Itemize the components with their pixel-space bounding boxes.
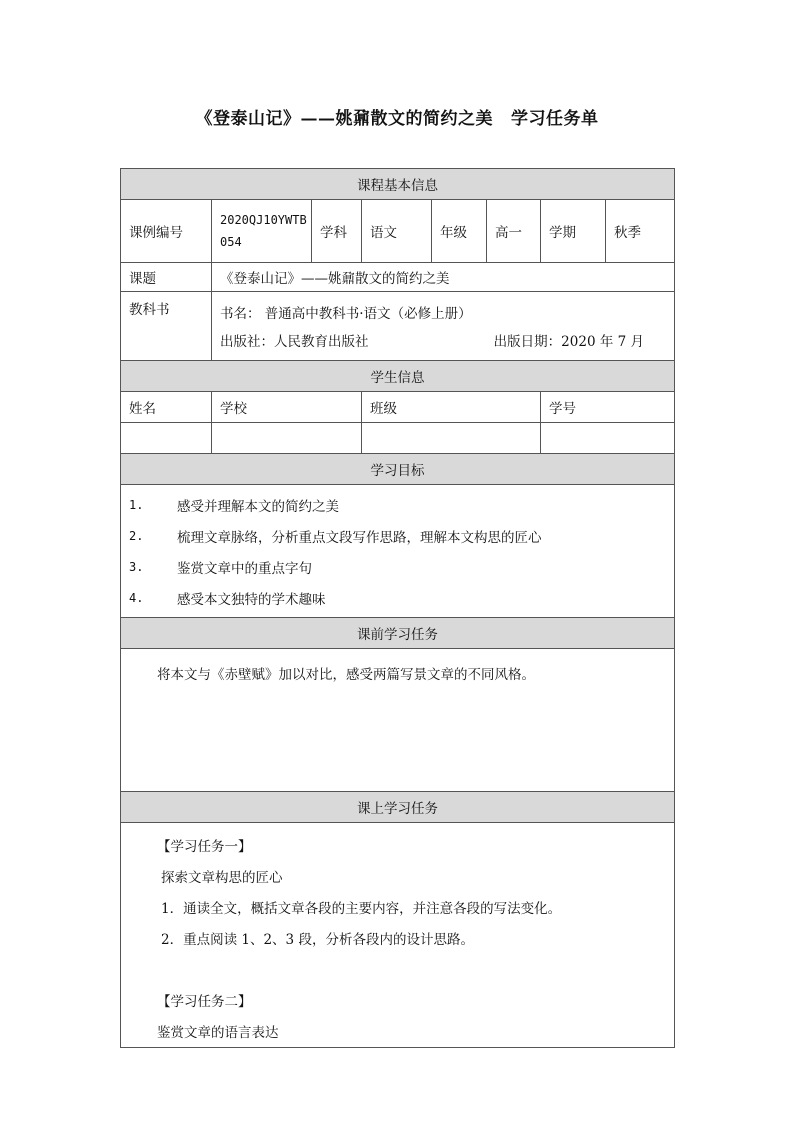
course-id-line2: 054: [220, 235, 242, 249]
goal-number: 1.: [129, 497, 144, 512]
task1-title: 【学习任务一】: [157, 838, 252, 855]
student-class-label: 班级: [362, 392, 541, 423]
topic-value: 《登泰山记》——姚鼐散文的简约之美: [212, 263, 675, 292]
section-student-info: 学生信息: [121, 361, 675, 392]
grade-value: 高一: [487, 200, 541, 263]
book-name: 书名： 普通高中教科书·语文（必修上册）: [220, 306, 472, 322]
student-number-label: 学号: [541, 392, 675, 423]
textbook-label: 教科书: [121, 292, 212, 361]
goal-text: 感受并理解本文的简约之美: [177, 498, 339, 515]
section-pre-class: 课前学习任务: [121, 618, 675, 649]
course-id-line1: 2020QJ10YWTB: [220, 213, 307, 227]
goal-item: [129, 582, 666, 613]
goal-text: 感受本文独特的学术趣味: [177, 591, 326, 608]
goal-number: 4.: [129, 590, 144, 605]
course-id-value: [212, 200, 312, 263]
subject-value: 语文: [362, 200, 432, 263]
in-class-tasks: [121, 823, 675, 1048]
task1-subtitle: 探索文章构思的匠心: [161, 869, 283, 886]
goal-number: 2.: [129, 528, 144, 543]
goal-text: 梳理文章脉络，分析重点文段写作思路，理解本文构思的匠心: [177, 529, 542, 546]
textbook-info: [212, 292, 675, 361]
pre-class-task: [121, 649, 675, 792]
task1-step1: 1．通读全文，概括文章各段的主要内容，并注意各段的写法变化。: [161, 900, 562, 917]
student-school-label: 学校: [212, 392, 362, 423]
goal-number: 3.: [129, 559, 144, 574]
student-class-field[interactable]: [362, 423, 541, 454]
student-name-field[interactable]: [121, 423, 212, 454]
task-sheet-table: [120, 168, 675, 1048]
subject-label: 学科: [312, 200, 362, 263]
task1-step2: 2．重点阅读 1、2、3 段，分析各段内的设计思路。: [161, 931, 474, 948]
goal-item: [129, 489, 666, 520]
goal-item: [129, 551, 666, 582]
student-name-label: 姓名: [121, 392, 212, 423]
task2-subtitle: 鉴赏文章的语言表达: [157, 1024, 279, 1041]
pre-class-text: 将本文与《赤壁赋》加以对比，感受两篇写景文章的不同风格。: [157, 666, 535, 683]
page-title-main: 《登泰山记》——姚鼐散文的简约之美: [195, 109, 493, 129]
page-title-suffix: 学习任务单: [511, 109, 599, 129]
student-number-field[interactable]: [541, 423, 675, 454]
publication-date: 出版日期：2020 年 7 月: [493, 334, 644, 350]
goal-text: 鉴赏文章中的重点字句: [177, 560, 312, 577]
page-title: [0, 104, 794, 129]
course-id-label: 课例编号: [121, 200, 212, 263]
student-school-field[interactable]: [212, 423, 362, 454]
grade-label: 年级: [432, 200, 487, 263]
publisher-line: [220, 326, 666, 354]
section-course-info: 课程基本信息: [121, 169, 675, 200]
goals-list: [121, 485, 675, 618]
publisher: 出版社：人民教育出版社: [220, 334, 369, 350]
term-label: 学期: [541, 200, 606, 263]
task2-title: 【学习任务二】: [157, 993, 252, 1010]
section-in-class: 课上学习任务: [121, 792, 675, 823]
topic-label: 课题: [121, 263, 212, 292]
section-goals: 学习目标: [121, 454, 675, 485]
goal-item: [129, 520, 666, 551]
term-value: 秋季: [606, 200, 675, 263]
